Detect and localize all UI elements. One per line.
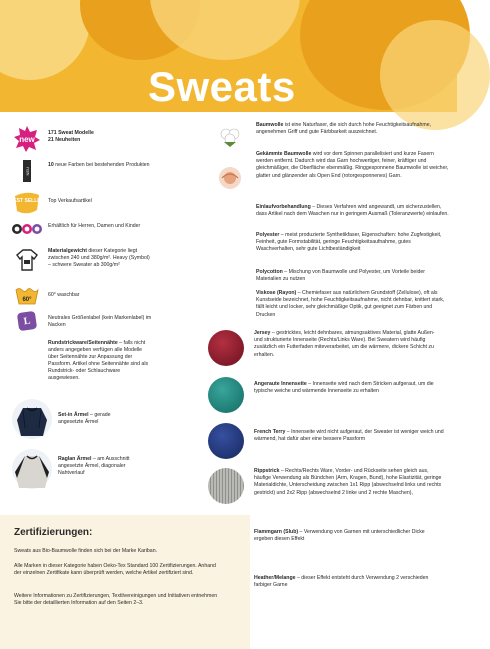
wash-text: 60° waschbar (48, 292, 80, 298)
legend-item-new (10, 125, 153, 153)
preshrunk-description (256, 204, 450, 218)
certification-paragraph-3: Weitere Informationen zu Zertifizierungen, Textilvereinigungen und Initiativen entnehmen Sie bitte der detaillierten Information auf den Seiten 2–3. (14, 593, 218, 607)
viscose-title: Viskose (Rayon) (256, 290, 297, 296)
viscose-description (256, 290, 450, 319)
sweater-weight-icon (16, 248, 38, 272)
new-colors-text: neue Farben bei bestehenden Produkten (53, 162, 150, 168)
neutral-label-text: Neutrales Größenlabel (kein Markenlabel) im Nacken (48, 315, 152, 329)
legend-item-bestseller (10, 190, 153, 216)
combed-cotton-icon (218, 166, 242, 190)
weight-text: dieser Kategorie liegt zwischen 240 und 380g/m². Heavy (Symbol) – schwere Sweater ab 300g/m² (48, 248, 150, 269)
model-count: 171 Sweat Modelle (48, 130, 94, 136)
preshrunk-text: – Dieses Verfahren wird angewandt, um sicherzustellen, dass Artikel nach dem Waschen nur in geringem Ausmaß (Toleranzwerte) einlaufen. (256, 204, 449, 218)
fabric-item-jersey (208, 330, 444, 366)
raglan-title: Raglan Ärmel (58, 456, 92, 462)
brushed-title: Angeraute Innenseite (254, 381, 307, 387)
gender-text: Erhältlich für Herren, Damen und Kinder (48, 223, 141, 229)
rib-text: – Rechts/Rechts Ware, Vorder- und Rückseite sehen gleich aus, häufige Verwendung als Bündchen (Arm, Kragen, Bund), hohe Elastizität, geringe Materialdichte, Unterscheidung zwischen 1x1 Ripp (abwechselnd links und rechts gestrickt) und 2x2 Ripp (abwechselnd 2 linke und 2 rechte Maschen), (254, 468, 442, 496)
legend-item-new-colors (10, 160, 153, 182)
neu-label: NEU (24, 166, 30, 176)
best-seller-label: BEST SELLER (9, 198, 45, 204)
new-badge-label: new (19, 135, 35, 144)
polyester-title: Polyester (256, 232, 280, 238)
cotton-description (256, 122, 450, 136)
set-in-sleeve-photo (11, 398, 53, 440)
side-seams-text: – falls nicht anders angegeben verfügen alle Modelle über Seitennähte zur Anpassung der Passform. Artikel ohne Seitennähte sind als Rundstrick- oder Schlauchware ausgewiesen. (48, 340, 149, 382)
preshrunk-title: Einlaufvorbehandlung (256, 204, 311, 210)
header-banner (0, 0, 457, 112)
rib-swatch (208, 468, 244, 504)
legend-item-neutral-label (10, 312, 153, 330)
heather-title: Heather/Melange (254, 575, 296, 581)
polycotton-description (256, 269, 450, 283)
polyester-text: – meist produzierte Synthetikfaser, Eigenschaften: hohe Zugfestigkeit, Feinheit, gute Formstabilität, geringe Feuchtigkeitsaufnahme, gutes Waschverhalten, sehr gute Lichtbeständigkeit (256, 232, 442, 253)
legend-item-gender (10, 222, 153, 236)
cotton-title: Baumwolle (256, 122, 284, 128)
certification-paragraph-2: Alle Marken in dieser Kategorie haben Oeko-Tex Standard 100 Zertifizierungen. Anhand der einzelnen Zertifikate kann überprüft werden, welche Artikel zertifiziert sind. (14, 563, 216, 577)
slub-title: Flammgarn (Slub) (254, 529, 299, 535)
raglan-text: – am Ausschnitt angesetzte Ärmel, diagonaler Nahtverlauf (58, 456, 130, 477)
bestseller-text: Top Verkaufsartikel (48, 198, 92, 204)
jersey-title: Jersey (254, 330, 271, 336)
certification-section (0, 515, 250, 649)
neutral-label-icon (17, 311, 37, 331)
certification-paragraph-1: Sweats aus Bio-Baumwolle finden sich bei der Marke Kariban. (14, 548, 158, 554)
brushed-text: – Innenseite wird nach dem Stricken aufgeraut, um die typische weiche und wärmende Innenseite zu erhalten (254, 381, 434, 395)
combed-cotton-title: Gekämmte Baumwolle (256, 151, 312, 157)
best-seller-badge-icon (9, 190, 45, 216)
french-terry-title: French Terry (254, 429, 286, 435)
set-in-text: – gerade angesetzte Ärmel (58, 412, 111, 426)
side-seams-title: Rundstrickware/Seitennähte (48, 340, 118, 346)
legend-item-side-seams (10, 340, 153, 382)
french-terry-text: – Innenseite wird nicht aufgeraut, der Sweater ist weniger weich und wärmend, hat dafür aber eine bessere Passform (254, 429, 444, 443)
gender-symbols-icon (11, 222, 43, 236)
raglan-sleeve-photo (11, 448, 53, 490)
certification-title: Zertifizierungen: (14, 527, 93, 538)
wash-temp-label: 60° (22, 297, 32, 303)
wash-60-icon (14, 286, 40, 306)
weight-title: Materialgewicht (48, 248, 87, 254)
jersey-swatch (208, 330, 244, 366)
polycotton-title: Polycotton (256, 269, 283, 275)
new-colors-count: 10 (48, 162, 54, 168)
combed-cotton-description (256, 151, 450, 180)
fabric-item-french-terry (208, 423, 444, 459)
rib-title: Rippstrick (254, 468, 280, 474)
jersey-text: – gestricktes, leicht dehnbares, atmungsaktives Material, glatte Außen- und strukturierte Innenseite (Rechts/Links Ware). Bei Sweatern wird häufig zusätzlich ein Futterfaden miteverarbeitet, um die wärmere, dickere Schicht zu erhalten. (254, 330, 435, 358)
brushed-swatch (208, 377, 244, 413)
new-count: 21 Neuheiten (48, 137, 81, 144)
fabric-item-brushed (208, 377, 444, 413)
set-in-title: Set-in Ärmel (58, 412, 89, 418)
heather-text: – dieser Effekt entsteht durch Verwendung 2 verschieden farbiger Garne (254, 575, 429, 589)
cotton-flower-icon (218, 126, 242, 148)
fabric-item-rib (208, 468, 444, 504)
combed-cotton-text: wird vor dem Spinnen parallelisiert und kurze Fasern werden entfernt. Dadurch wird das Garn hochwertiger, feiner, kräftiger und gleichmäßiger, die Oberfläche ebenmäßig. Ringgesponnene Baumwolle ist weicher, glatter und glänzender als Open End (rotorgesponnenes) Garn. (256, 151, 449, 179)
neutral-label-letter: L (22, 315, 32, 327)
legend-item-raglan-sleeve (10, 448, 133, 490)
slub-text: – Verwendung von Garnen mit unterschiedlicher Dicke ergeben diesen Effekt (254, 529, 425, 543)
new-badge-icon (13, 125, 41, 153)
polyester-description (256, 232, 450, 254)
polycotton-text: – Mischung von Baumwolle und Polyester, um Vorteile beider Materialien zu nutzen (256, 269, 425, 283)
legend-item-weight (10, 248, 153, 272)
page-title: Sweats (148, 63, 296, 110)
new-color-label-icon (23, 160, 31, 182)
legend-item-set-in-sleeve (10, 398, 133, 440)
header-decoration (380, 20, 490, 130)
french-terry-swatch (208, 423, 244, 459)
legend-item-wash (10, 286, 153, 306)
header-decoration (0, 0, 90, 80)
viscose-text: – Chemiefaser aus natürlichem Grundstoff (Zellulose), oft als Kunstseide bezeichnet, hohe Feuchtigkeitsaufnahme, nicht dehnbar, knittert stark, fällt leicht und locker, sehr gleichmäßige Optik, gut geeignet zum Färben und Drucken (256, 290, 445, 318)
cotton-text: ist eine Naturfaser, die sich durch hohe Feuchtigkeitsaufnahme, angenehmen Griff und gute Färbbarkeit auszeichnet. (256, 122, 432, 136)
